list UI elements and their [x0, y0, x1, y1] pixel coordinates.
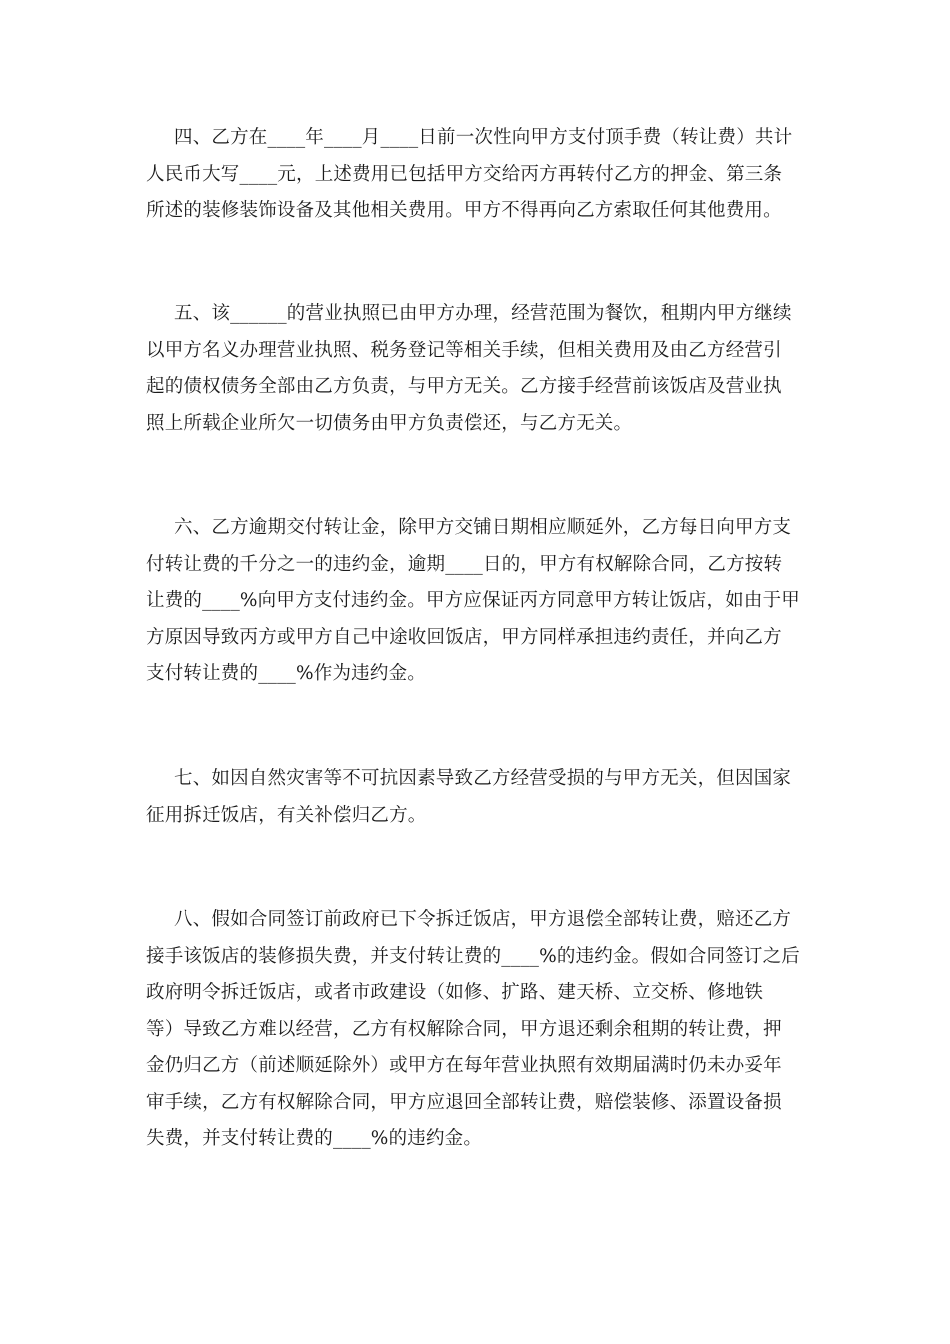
clause-line: 接手该饭店的装修损失费，并支付转让费的____%的违约金。假如合同签订之后	[146, 945, 800, 967]
clause-7	[146, 761, 818, 834]
clause-5	[146, 296, 818, 442]
clause-line: 四、乙方在____年____月____日前一次性向甲方支付顶手费（转让费）共计	[174, 127, 793, 148]
clause-line: 人民币大写____元，上述费用已包括甲方交给丙方再转付乙方的押金、第三条	[146, 163, 783, 185]
clause-line: 失费，并支付转让费的____%的违约金。	[146, 1128, 483, 1149]
clause-4	[146, 120, 818, 230]
clause-line: 政府明令拆迁饭店，或者市政建设（如修、扩路、建天桥、立交桥、修地铁	[146, 982, 764, 1003]
clause-line: 审手续，乙方有权解除合同，甲方应退回全部转让费，赔偿装修、添置设备损	[146, 1091, 782, 1113]
clause-line: 所述的装修装饰设备及其他相关费用。甲方不得再向乙方索取任何其他费用。	[146, 200, 782, 221]
clause-line: 让费的____%向甲方支付违约金。甲方应保证丙方同意甲方转让饭店，如由于甲	[146, 590, 800, 611]
clause-line: 五、该______的营业执照已由甲方办理，经营范围为餐饮，租期内甲方继续	[174, 303, 792, 324]
clause-line: 方原因导致丙方或甲方自己中途收回饭店，甲方同样承担违约责任，并向乙方	[146, 626, 782, 648]
clause-line: 支付转让费的____%作为违约金。	[146, 663, 426, 684]
clause-line: 征用拆迁饭店，有关补偿归乙方。	[146, 804, 427, 826]
clause-line: 起的债权债务全部由乙方负责，与甲方无关。乙方接手经营前该饭店及营业执	[146, 376, 782, 397]
clause-line: 六、乙方逾期交付转让金，除甲方交铺日期相应顺延外，乙方每日向甲方支	[174, 517, 792, 538]
clause-line: 以甲方名义办理营业执照、税务登记等相关手续，但相关费用及由乙方经营引	[146, 339, 782, 361]
clause-line: 照上所载企业所欠一切债务由甲方负责偿还，与乙方无关。	[146, 412, 633, 434]
clause-6	[146, 510, 818, 693]
clause-line: 等）导致乙方难以经营，乙方有权解除合同，甲方退还剩余租期的转让费，押	[146, 1018, 782, 1040]
clause-line: 付转让费的千分之一的违约金，逾期____日的，甲方有权解除合同，乙方按转	[146, 553, 783, 575]
clause-line: 七、如因自然灾害等不可抗因素导致乙方经营受损的与甲方无关，但因国家	[174, 768, 792, 789]
clause-line: 八、假如合同签订前政府已下令拆迁饭店，甲方退偿全部转让费，赔还乙方	[174, 909, 792, 930]
clause-line: 金仍归乙方（前述顺延除外）或甲方在每年营业执照有效期届满时仍未办妥年	[146, 1055, 782, 1076]
clause-8	[146, 902, 818, 1158]
